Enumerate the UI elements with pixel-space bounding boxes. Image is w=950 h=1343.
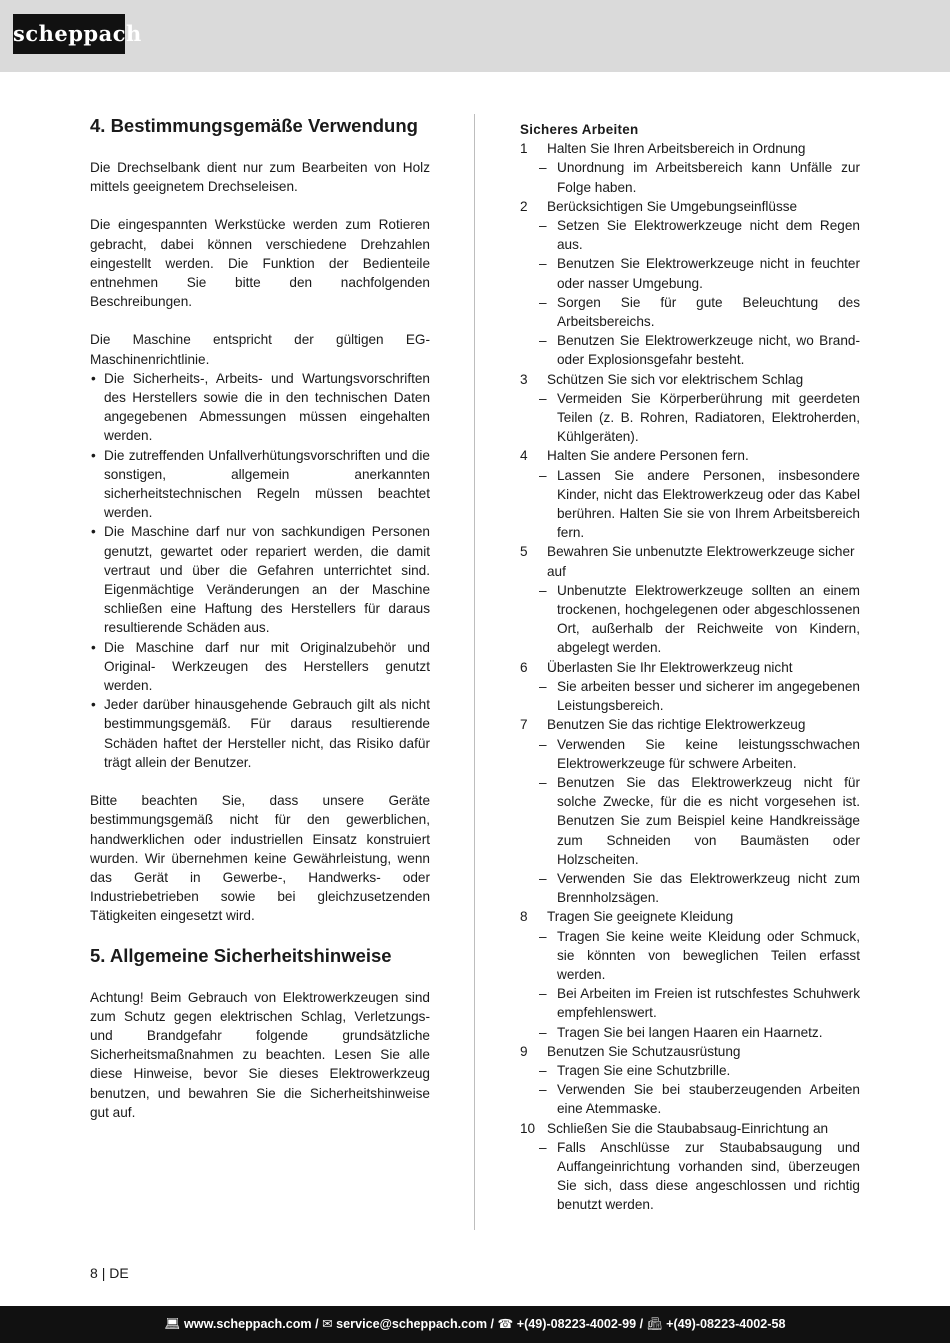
dash-marker: –: [539, 333, 547, 349]
right-column: [520, 120, 860, 1215]
envelope-icon: ✉︎: [322, 1317, 333, 1331]
sub-item-text: Tragen Sie eine Schutzbrille.: [557, 1062, 731, 1078]
paragraph-rotation: Die eingespannten Werkstücke werden zum Rotieren gebracht, dabei können verschiedene Drehzahlen eingestellt werden. Die Funktion der Bedienteile entnehmen Sie bitte den nachfolgenden Beschreibungen.: [90, 217, 430, 310]
list-item: • Die Maschine darf nur von sachkundigen Personen genutzt, gewartet oder repariert werden, die damit vertraut und über die Gefahren unterrichtet sind. Eigenmächtige Veränderungen an der Maschine schließen eine Haftung des Herstellers für daraus resultierende Schäden aus.: [90, 522, 430, 637]
phone-icon: ☎︎: [497, 1317, 514, 1331]
sub-item: [520, 216, 860, 254]
numbered-item: [520, 1119, 860, 1138]
dash-marker: –: [539, 1062, 547, 1078]
sub-item-text: Benutzen Sie das Elektrowerkzeug nicht für solche Zwecke, für die es nicht vorgesehen ist. Benutzen Sie zum Beispiel keine Handkreissäge zum Schneiden von Baumästen oder Holzscheiten.: [557, 774, 860, 867]
sub-item: [520, 158, 860, 196]
footer-phone: +(49)-08223-4002-99 /: [516, 1317, 644, 1331]
sub-item: [520, 581, 860, 658]
item-number: 7: [520, 717, 528, 733]
sub-item: [520, 1023, 860, 1042]
dash-marker: –: [539, 582, 547, 598]
item-text: Schützen Sie sich vor elektrischem Schlag: [547, 371, 804, 387]
numbered-item: [520, 907, 860, 926]
dash-marker: –: [539, 256, 547, 272]
sub-item-text: Tragen Sie keine weite Kleidung oder Schmuck, sie könnten von beweglichen Teilen erfasst werden.: [557, 928, 860, 982]
footer-email-link[interactable]: service@scheppach.com /: [336, 1317, 495, 1331]
item-number: 5: [520, 544, 528, 560]
numbered-item: [520, 370, 860, 389]
item-number: 10: [520, 1120, 536, 1136]
paragraph-warranty: Bitte beachten Sie, dass unsere Geräte bestimmungsgemäß nicht für den gewerblichen, handwerklichen oder industriellen Einsatz konstruiert wurden. Wir übernehmen keine Gewährleistung, wenn das Gerät in Gewerbe-, Handwerks- oder Industriebetrieben sowie bei gleichzusetzenden Tätigkeiten eingesetzt wird.: [90, 793, 430, 924]
item-text: Halten Sie andere Personen fern.: [547, 448, 749, 464]
safe-work-subtitle: Sicheres Arbeiten: [520, 122, 639, 137]
footer-bar: [0, 1306, 950, 1343]
item-text: Benutzen Sie das richtige Elektrowerkzeug: [547, 717, 806, 733]
safety-list: [520, 139, 860, 1214]
item-number: 9: [520, 1043, 528, 1059]
column-divider: [474, 114, 475, 1230]
dash-marker: –: [539, 870, 547, 886]
page-separator: |: [101, 1265, 106, 1281]
item-text: Bewahren Sie unbenutzte Elektrowerkzeuge sicher auf: [547, 544, 855, 579]
numbered-item: [520, 139, 860, 158]
numbered-item: [520, 542, 860, 580]
sub-item-text: Sie arbeiten besser und sicherer im angegebenen Leistungsbereich.: [557, 678, 860, 714]
section-5-heading: 5. Allgemeine Sicherheitshinweise: [90, 944, 392, 966]
dash-marker: –: [539, 678, 547, 694]
sub-item: [520, 1061, 860, 1080]
sub-item: [520, 1138, 860, 1215]
dash-marker: –: [539, 928, 547, 944]
dash-marker: –: [539, 294, 547, 310]
sub-item-text: Sorgen Sie für gute Beleuchtung des Arbeitsbereichs.: [557, 294, 860, 330]
usage-rules-list: [90, 369, 430, 772]
paragraph-directive: Die Maschine entspricht der gültigen EG-Maschinenrichtlinie.: [90, 332, 430, 367]
page-number-value: 8: [90, 1265, 98, 1281]
dash-marker: –: [539, 160, 547, 176]
sub-item: [520, 773, 860, 869]
sub-item-text: Verwenden Sie keine leistungsschwachen Elektrowerkzeuge für schwere Arbeiten.: [557, 736, 860, 771]
list-item: • Die Maschine darf nur mit Originalzubehör und Original- Werkzeugen des Herstellers genutzt werden.: [90, 638, 430, 696]
item-text: Schließen Sie die Staubabsaug-Einrichtung an: [547, 1120, 829, 1136]
sub-item-text: Tragen Sie bei langen Haaren ein Haarnetz.: [557, 1024, 823, 1040]
dash-marker: –: [539, 390, 547, 406]
paragraph-safety-intro: Achtung! Beim Gebrauch von Elektrowerkzeugen sind zum Schutz gegen elektrischen Schlag, Verletzungs- und Brandgefahr folgende grundsätzliche Sicherheitsmaßnahmen zu beachten. Lesen Sie alle diese Hinweise, bevor Sie dieses Elektrowerkzeug benutzen, und bewahren Sie die Sicherheitshinweise gut auf.: [90, 989, 430, 1120]
sub-item-text: Vermeiden Sie Körperberührung mit geerdeten Teilen (z. B. Rohren, Radiatoren, Elektroherden, Kühlgeräten).: [557, 390, 860, 445]
paragraph-purpose: Die Drechselbank dient nur zum Bearbeiten von Holz mittels geeignetem Drechseleisen.: [90, 160, 430, 195]
sub-item: [520, 293, 860, 331]
sub-item-text: Falls Anschlüsse zur Staubabsaugung und Auffangeinrichtung vorhanden sind, überzeugen Sie sich, dass diese angeschlossen und richtig benutzt werden.: [557, 1139, 860, 1213]
dash-marker: –: [539, 774, 547, 790]
sub-item: [520, 254, 860, 292]
sub-item: [520, 927, 860, 985]
sub-item: [520, 389, 860, 447]
sub-item-text: Unbenutzte Elektrowerkzeuge sollten an einem trockenen, hochgelegenen oder abgeschlossenen Ort, außerhalb der Reichweite von Kindern, abgelegt werden.: [557, 582, 860, 656]
section-4-heading: 4. Bestimmungsgemäße Verwendung: [90, 115, 418, 136]
list-item: • Die Sicherheits-, Arbeits- und Wartungsvorschriften des Herstellers sowie die in den technischen Daten angegebenen Abmessungen müssen eingehalten werden.: [90, 369, 430, 446]
item-text: Überlasten Sie Ihr Elektrowerkzeug nicht: [547, 659, 793, 675]
laptop-icon: 💻︎: [164, 1317, 181, 1331]
numbered-item: [520, 658, 860, 677]
footer-website-link[interactable]: www.scheppach.com /: [183, 1317, 319, 1331]
item-number: 1: [520, 141, 528, 157]
dash-marker: –: [539, 218, 547, 234]
sub-item-text: Setzen Sie Elektrowerkzeuge nicht dem Regen aus.: [557, 218, 860, 253]
numbered-item: [520, 1042, 860, 1061]
numbered-item: [520, 197, 860, 216]
dash-marker: –: [539, 736, 547, 752]
item-text: Tragen Sie geeignete Kleidung: [547, 909, 734, 925]
sub-item-text: Lassen Sie andere Personen, insbesondere Kinder, nicht das Elektrowerkzeug oder das Kabel berühren. Halten Sie sie von Ihrem Arbeitsbereich fern.: [557, 467, 860, 541]
sub-item-text: Bei Arbeiten im Freien ist rutschfestes Schuhwerk empfehlenswert.: [557, 986, 860, 1021]
sub-item: [520, 677, 860, 715]
list-item: • Die zutreffenden Unfallverhütungsvorschriften und die sonstigen, allgemein anerkannten sicherheitstechnischen Regeln müssen beachtet werden.: [90, 446, 430, 523]
brand-logo: scheppach: [13, 14, 125, 54]
list-item: • Jeder darüber hinausgehende Gebrauch gilt als nicht bestimmungsgemäß. Für daraus resultierende Schäden haftet der Hersteller nicht, das Risiko dafür trägt allein der Benutzer.: [90, 695, 430, 772]
item-number: 6: [520, 659, 528, 675]
footer-fax: +(49)-08223-4002-58: [666, 1317, 786, 1331]
sub-item-text: Verwenden Sie das Elektrowerkzeug nicht zum Brennholzsägen.: [557, 870, 860, 906]
item-number: 3: [520, 371, 528, 387]
item-number: 4: [520, 448, 528, 464]
sub-item-text: Verwenden Sie bei stauberzeugenden Arbeiten eine Atemmaske.: [557, 1082, 860, 1117]
dash-marker: –: [539, 467, 547, 483]
numbered-item: [520, 715, 860, 734]
item-text: Benutzen Sie Schutzausrüstung: [547, 1043, 741, 1059]
dash-marker: –: [539, 986, 547, 1002]
sub-item: [520, 735, 860, 773]
item-text: Halten Sie Ihren Arbeitsbereich in Ordnung: [547, 141, 806, 157]
left-column: [90, 114, 430, 1122]
page-number: [90, 1265, 129, 1281]
sub-item: [520, 466, 860, 543]
sub-item: [520, 331, 860, 369]
sub-item: [520, 869, 860, 907]
page-language: DE: [109, 1265, 129, 1281]
dash-marker: –: [539, 1024, 547, 1040]
sub-item-text: Benutzen Sie Elektrowerkzeuge nicht in feuchter oder nasser Umgebung.: [557, 256, 860, 291]
item-number: 8: [520, 909, 528, 925]
dash-marker: –: [539, 1139, 547, 1155]
numbered-item: [520, 446, 860, 465]
item-number: 2: [520, 198, 528, 214]
sub-item-text: Unordnung im Arbeitsbereich kann Unfälle zur Folge haben.: [557, 160, 860, 195]
sub-item: [520, 984, 860, 1022]
fax-icon: 📠︎: [646, 1317, 663, 1331]
header-bar: [0, 0, 950, 72]
sub-item: [520, 1080, 860, 1118]
dash-marker: –: [539, 1082, 547, 1098]
sub-item-text: Benutzen Sie Elektrowerkzeuge nicht, wo Brand- oder Explosionsgefahr besteht.: [557, 333, 860, 368]
item-text: Berücksichtigen Sie Umgebungseinflüsse: [547, 198, 798, 214]
